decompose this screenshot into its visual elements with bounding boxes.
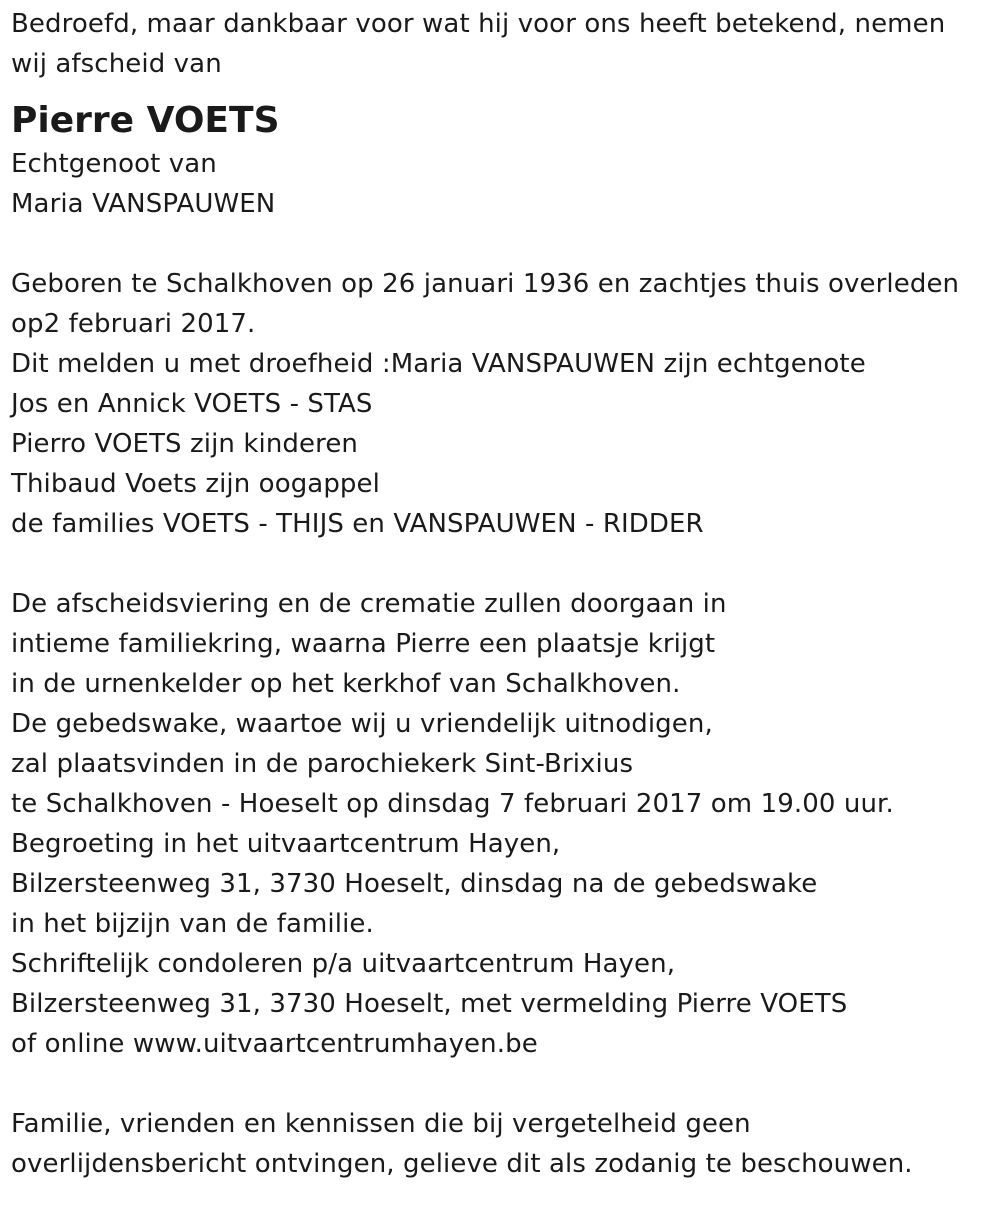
ceremony-line: Bilzersteenweg 31, 3730 Hoeselt, met vermelding Pierre VOETS [11, 989, 848, 1019]
spouse-line: Maria VANSPAUWEN [11, 189, 276, 219]
ceremony-line: of online www.uitvaartcentrumhayen.be [11, 1029, 538, 1059]
announcement-line: Pierro VOETS zijn kinderen [11, 429, 359, 459]
paragraph-gap [11, 544, 991, 584]
announcement-line: Dit melden u met droefheid :Maria VANSPAUWEN zijn echtgenote [11, 349, 866, 379]
ceremony-line: in de urnenkelder op het kerkhof van Schalkhoven. [11, 669, 681, 699]
announcement-line: op2 februari 2017. [11, 309, 256, 339]
ceremony-paragraph [11, 584, 991, 1064]
ceremony-line: te Schalkhoven - Hoeselt op dinsdag 7 februari 2017 om 19.00 uur. [11, 789, 894, 819]
announcement-line: de families VOETS - THIJS en VANSPAUWEN - RIDDER [11, 509, 704, 539]
ceremony-line: De afscheidsviering en de crematie zullen doorgaan in [11, 589, 727, 619]
intro-line: Bedroefd, maar dankbaar voor wat hij voor ons heeft betekend, nemen [11, 9, 946, 39]
closing-line: overlijdensbericht ontvingen, gelieve dit als zodanig te beschouwen. [11, 1149, 913, 1179]
ceremony-line: Schriftelijk condoleren p/a uitvaartcentrum Hayen, [11, 949, 676, 979]
paragraph-gap [11, 1064, 991, 1104]
ceremony-line: De gebedswake, waartoe wij u vriendelijk uitnodigen, [11, 709, 713, 739]
announcement-line: Jos en Annick VOETS - STAS [11, 389, 373, 419]
announcement-line: Thibaud Voets zijn oogappel [11, 469, 380, 499]
ceremony-line: zal plaatsvinden in de parochiekerk Sint-Brixius [11, 749, 634, 779]
obituary-notice [11, 4, 991, 1184]
announcement-paragraph [11, 264, 991, 544]
ceremony-line: Begroeting in het uitvaartcentrum Hayen, [11, 829, 561, 859]
spouse-block [11, 144, 991, 224]
intro-paragraph [11, 4, 991, 84]
paragraph-gap [11, 224, 991, 264]
spouse-line: Echtgenoot van [11, 149, 217, 179]
deceased-name: Pierre VOETS [11, 100, 280, 141]
closing-line: Familie, vrienden en kennissen die bij vergetelheid geen [11, 1109, 751, 1139]
ceremony-line: Bilzersteenweg 31, 3730 Hoeselt, dinsdag na de gebedswake [11, 869, 818, 899]
ceremony-line: in het bijzijn van de familie. [11, 909, 374, 939]
announcement-line: Geboren te Schalkhoven op 26 januari 1936 en zachtjes thuis overleden [11, 269, 960, 299]
intro-line: wij afscheid van [11, 49, 222, 79]
closing-paragraph [11, 1104, 991, 1184]
ceremony-line: intieme familiekring, waarna Pierre een plaatsje krijgt [11, 629, 716, 659]
